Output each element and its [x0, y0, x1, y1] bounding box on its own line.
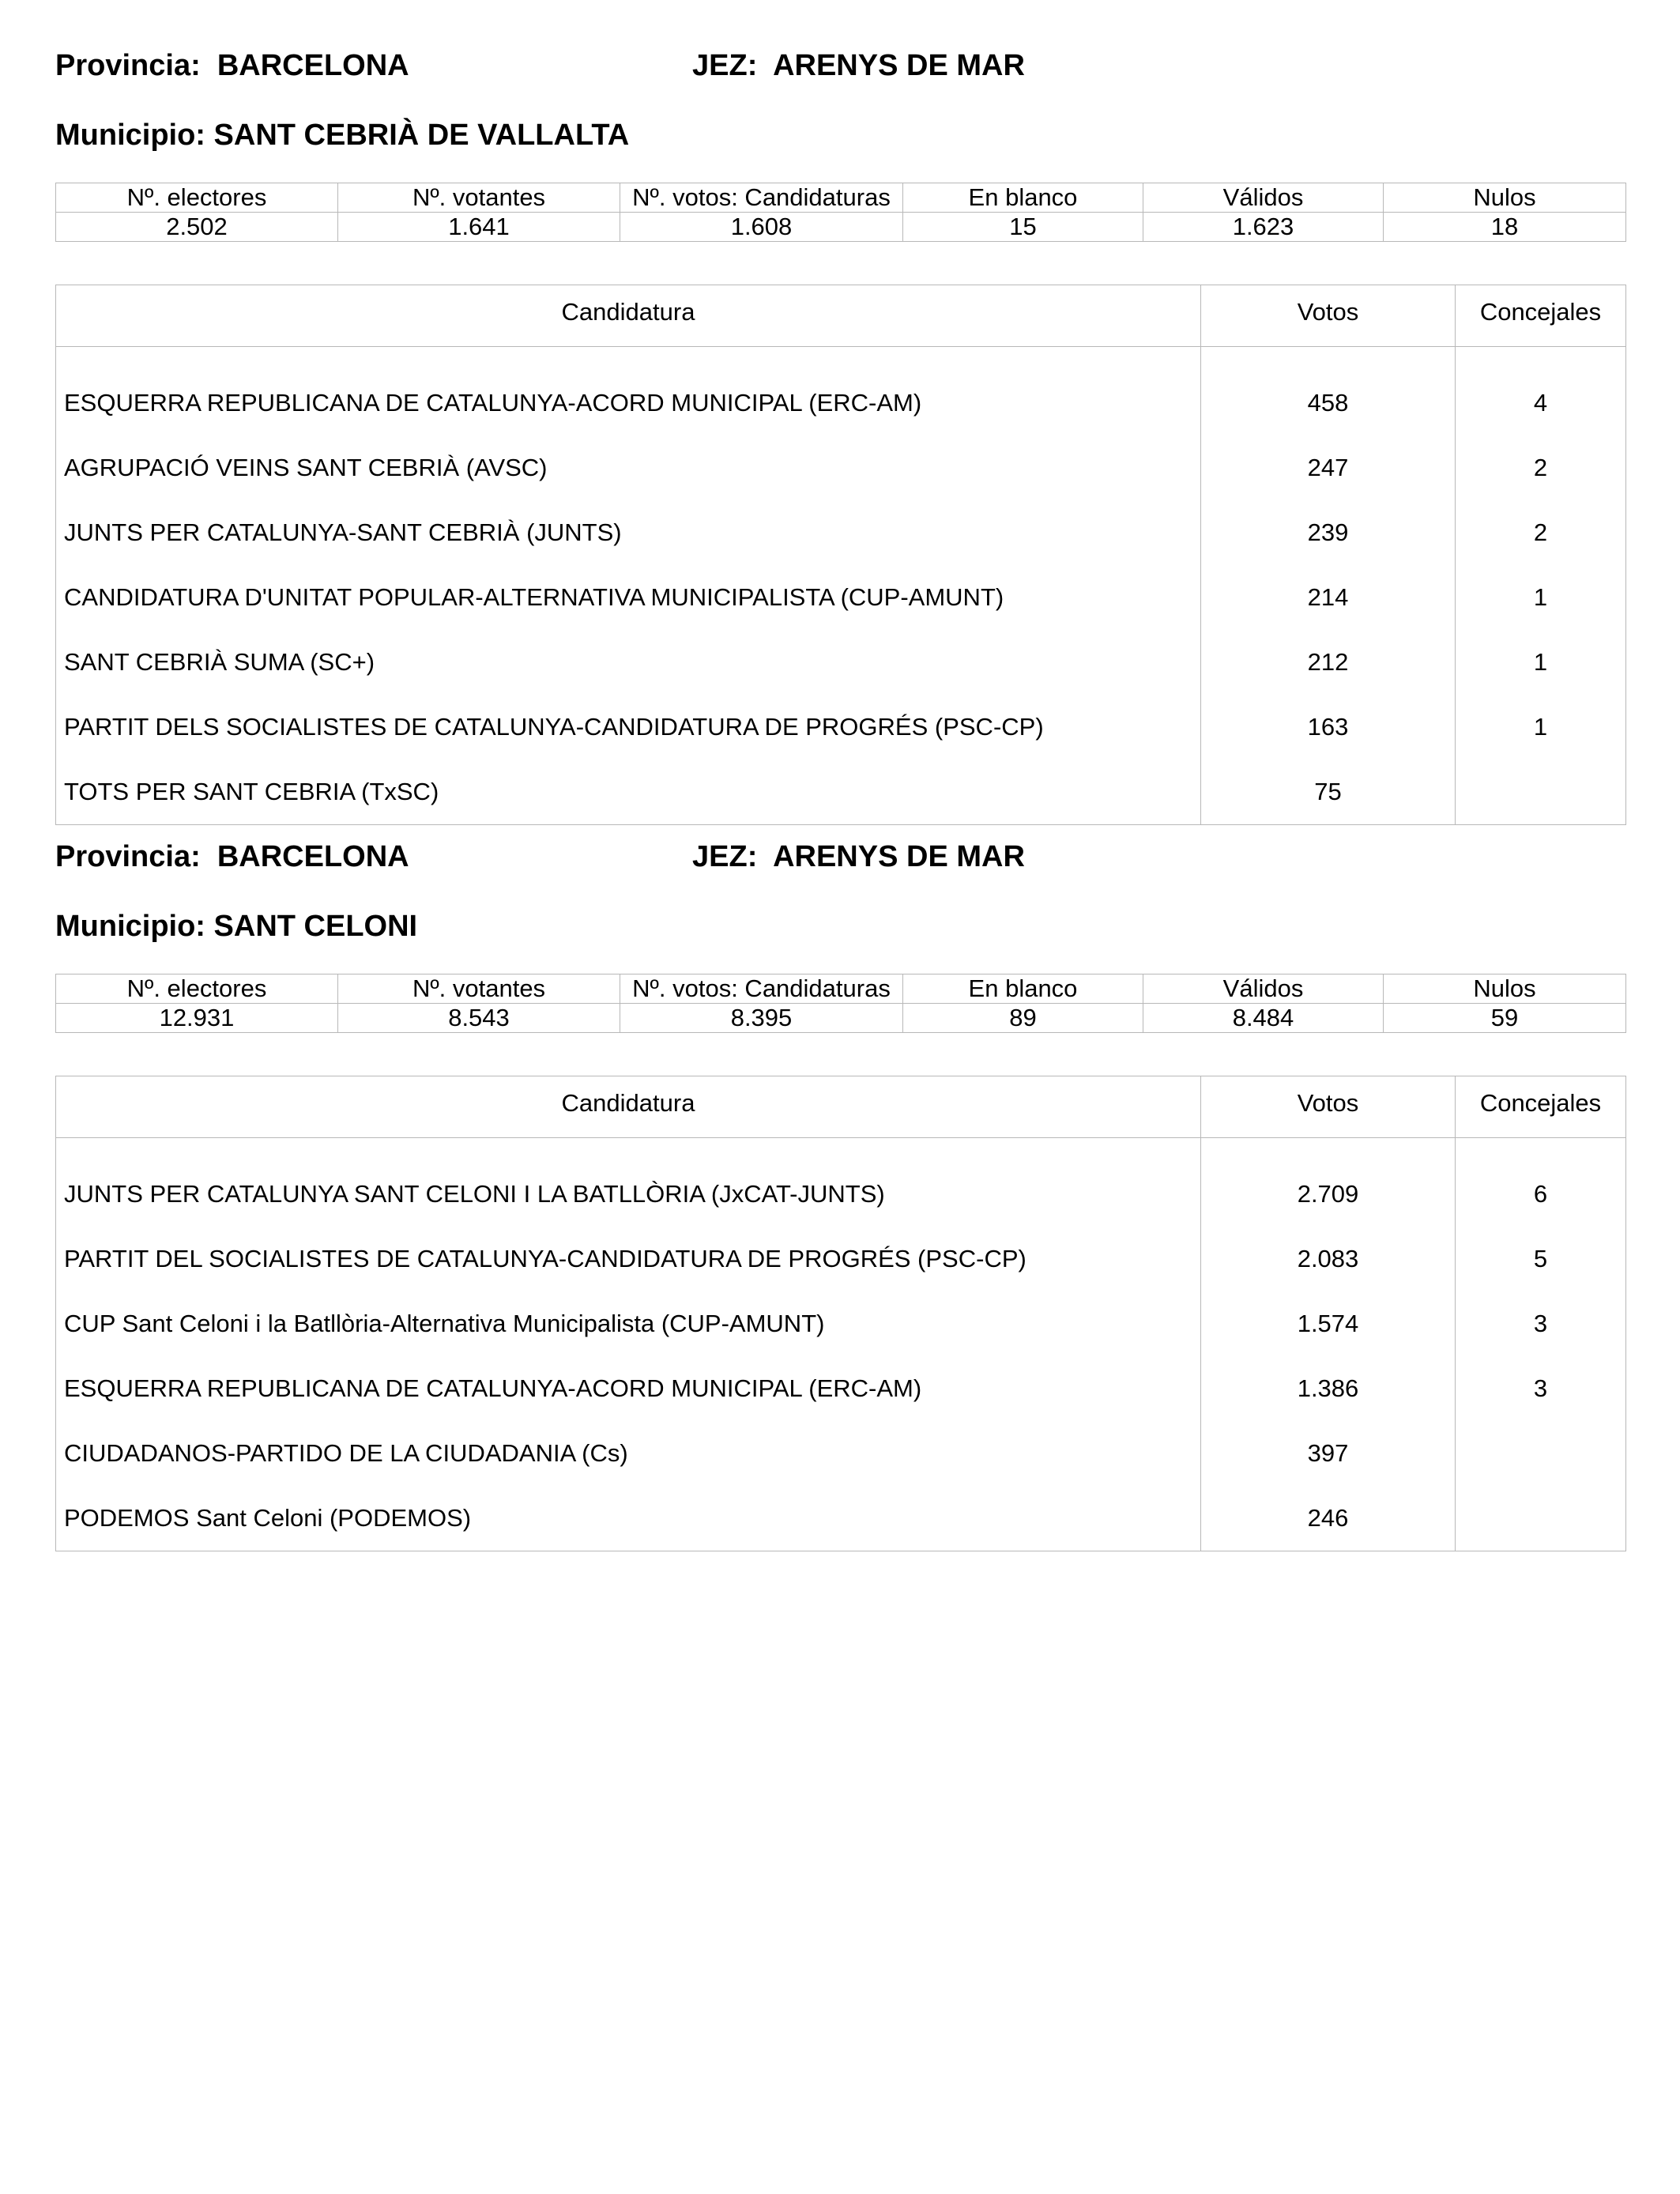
summary-header-row	[56, 974, 1626, 1004]
concejales-value: 3	[1456, 1356, 1626, 1421]
votos-value: 2.083	[1201, 1227, 1456, 1291]
candidatura-name: ESQUERRA REPUBLICANA DE CATALUNYA-ACORD MUNICIPAL (ERC-AM)	[56, 347, 1201, 436]
votos-column-header: Votos	[1201, 1076, 1456, 1138]
summary-value-cell: 1.608	[620, 213, 903, 242]
provincia-label: Provincia:	[55, 840, 201, 873]
concejales-value: 1	[1456, 695, 1626, 760]
summary-value-row	[56, 213, 1626, 242]
municipio-heading	[55, 119, 629, 153]
candidatura-name: CUP Sant Celoni i la Batllòria-Alternativa Municipalista (CUP-AMUNT)	[56, 1291, 1201, 1356]
municipio-value: SANT CEBRIÀ DE VALLALTA	[213, 119, 630, 152]
jez-heading	[692, 49, 1025, 83]
candidatura-name: TOTS PER SANT CEBRIA (TxSC)	[56, 760, 1201, 825]
jez-label: JEZ:	[692, 49, 758, 82]
jez-value: ARENYS DE MAR	[773, 840, 1025, 873]
summary-header-cell: Nº. votos: Candidaturas	[620, 183, 903, 213]
candidatura-name: AGRUPACIÓ VEINS SANT CEBRIÀ (AVSC)	[56, 435, 1201, 500]
table-row	[56, 760, 1626, 825]
municipio-value: SANT CELONI	[213, 910, 418, 943]
section-header	[55, 840, 1625, 888]
summary-value-row	[56, 1004, 1626, 1033]
concejales-value	[1456, 760, 1626, 825]
table-row	[56, 1138, 1626, 1227]
summary-value-cell: 12.931	[56, 1004, 338, 1033]
summary-table	[55, 974, 1626, 1033]
summary-header-cell: Nº. votos: Candidaturas	[620, 974, 903, 1004]
candidatura-column-header: Candidatura	[56, 285, 1201, 347]
concejales-value: 3	[1456, 1291, 1626, 1356]
votos-value: 247	[1201, 435, 1456, 500]
summary-header-cell: En blanco	[903, 183, 1143, 213]
summary-value-cell: 2.502	[56, 213, 338, 242]
concejales-value: 6	[1456, 1138, 1626, 1227]
votos-value: 239	[1201, 500, 1456, 565]
candidatura-name: CIUDADANOS-PARTIDO DE LA CIUDADANIA (Cs)	[56, 1421, 1201, 1486]
table-row	[56, 1486, 1626, 1551]
summary-value-cell: 8.543	[338, 1004, 620, 1033]
provincia-value: BARCELONA	[217, 840, 409, 873]
candidatura-name: JUNTS PER CATALUNYA-SANT CEBRIÀ (JUNTS)	[56, 500, 1201, 565]
municipio-label: Municipio:	[55, 119, 205, 152]
summary-header-cell: Nulos	[1384, 974, 1626, 1004]
concejales-value: 2	[1456, 500, 1626, 565]
votos-value: 75	[1201, 760, 1456, 825]
summary-value-cell: 15	[903, 213, 1143, 242]
candidatura-name: JUNTS PER CATALUNYA SANT CELONI I LA BATLLÒRIA (JxCAT-JUNTS)	[56, 1138, 1201, 1227]
municipio-heading	[55, 910, 417, 944]
summary-table	[55, 183, 1626, 242]
concejales-column-header: Concejales	[1456, 285, 1626, 347]
provincia-label: Provincia:	[55, 49, 201, 82]
candidatura-name: PARTIT DELS SOCIALISTES DE CATALUNYA-CANDIDATURA DE PROGRÉS (PSC-CP)	[56, 695, 1201, 760]
votos-value: 2.709	[1201, 1138, 1456, 1227]
candidatura-name: CANDIDATURA D'UNITAT POPULAR-ALTERNATIVA MUNICIPALISTA (CUP-AMUNT)	[56, 565, 1201, 630]
concejales-column-header: Concejales	[1456, 1076, 1626, 1138]
provincia-value: BARCELONA	[217, 49, 409, 82]
municipality-section	[55, 840, 1625, 1532]
section-header	[55, 49, 1625, 96]
table-row	[56, 500, 1626, 565]
concejales-value: 4	[1456, 347, 1626, 436]
jez-label: JEZ:	[692, 840, 758, 873]
jez-heading	[692, 840, 1025, 874]
summary-header-cell: En blanco	[903, 974, 1143, 1004]
jez-value: ARENYS DE MAR	[773, 49, 1025, 82]
concejales-value	[1456, 1421, 1626, 1486]
votos-value: 1.574	[1201, 1291, 1456, 1356]
votos-value: 163	[1201, 695, 1456, 760]
summary-header-cell: Nº. votantes	[338, 183, 620, 213]
concejales-value: 1	[1456, 565, 1626, 630]
summary-value-cell: 59	[1384, 1004, 1626, 1033]
provincia-heading	[55, 49, 409, 83]
summary-value-cell: 1.623	[1143, 213, 1384, 242]
candidatura-name: PARTIT DEL SOCIALISTES DE CATALUNYA-CANDIDATURA DE PROGRÉS (PSC-CP)	[56, 1227, 1201, 1291]
votos-value: 214	[1201, 565, 1456, 630]
summary-header-cell: Válidos	[1143, 183, 1384, 213]
table-row	[56, 1227, 1626, 1291]
concejales-value: 2	[1456, 435, 1626, 500]
candidatura-name: SANT CEBRIÀ SUMA (SC+)	[56, 630, 1201, 695]
concejales-value: 1	[1456, 630, 1626, 695]
summary-header-cell: Nulos	[1384, 183, 1626, 213]
table-row	[56, 630, 1626, 695]
votos-value: 212	[1201, 630, 1456, 695]
summary-header-row	[56, 183, 1626, 213]
municipio-label: Municipio:	[55, 910, 205, 943]
table-row	[56, 565, 1626, 630]
votos-value: 246	[1201, 1486, 1456, 1551]
candidatura-column-header: Candidatura	[56, 1076, 1201, 1138]
table-row	[56, 435, 1626, 500]
results-table	[55, 1076, 1626, 1551]
table-row	[56, 695, 1626, 760]
results-header-row	[56, 1076, 1626, 1138]
summary-header-cell: Nº. electores	[56, 183, 338, 213]
table-row	[56, 1291, 1626, 1356]
summary-value-cell: 18	[1384, 213, 1626, 242]
concejales-value: 5	[1456, 1227, 1626, 1291]
results-table	[55, 285, 1626, 825]
votos-value: 1.386	[1201, 1356, 1456, 1421]
municipality-section	[55, 49, 1625, 805]
results-header-row	[56, 285, 1626, 347]
summary-header-cell: Nº. electores	[56, 974, 338, 1004]
votos-column-header: Votos	[1201, 285, 1456, 347]
summary-header-cell: Nº. votantes	[338, 974, 620, 1004]
summary-value-cell: 8.395	[620, 1004, 903, 1033]
votos-value: 397	[1201, 1421, 1456, 1486]
votos-value: 458	[1201, 347, 1456, 436]
table-row	[56, 1421, 1626, 1486]
summary-value-cell: 1.641	[338, 213, 620, 242]
provincia-heading	[55, 840, 409, 874]
summary-value-cell: 89	[903, 1004, 1143, 1033]
summary-value-cell: 8.484	[1143, 1004, 1384, 1033]
candidatura-name: ESQUERRA REPUBLICANA DE CATALUNYA-ACORD MUNICIPAL (ERC-AM)	[56, 1356, 1201, 1421]
table-row	[56, 347, 1626, 436]
table-row	[56, 1356, 1626, 1421]
candidatura-name: PODEMOS Sant Celoni (PODEMOS)	[56, 1486, 1201, 1551]
concejales-value	[1456, 1486, 1626, 1551]
summary-header-cell: Válidos	[1143, 974, 1384, 1004]
